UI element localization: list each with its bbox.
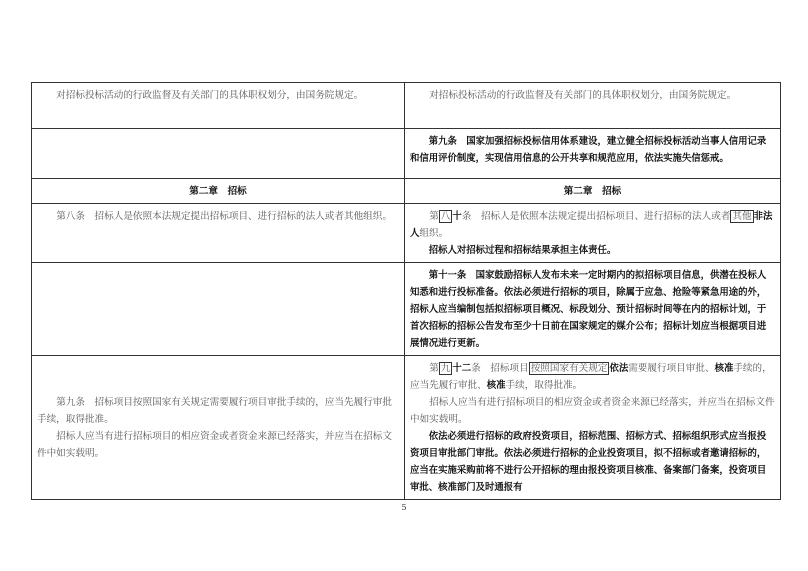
article-8-old: 第八条 招标人是依照本法规定提出招标项目、进行招标的法人或者其他组织。: [56, 211, 392, 222]
text-span: 手续的，应当先履行审批、: [410, 363, 772, 391]
article-11-new: 第十一条 国家鼓励招标人发布未来一定时期内的拟招标项目信息，供潜在投标人知悉和进行投标准备。依法必须进行招标的项目，除属于应急、抢险等紧急用途的外，招标人应当编制包括拟招标项目概况、标段划分、预计招标时间等在内的招标计划，于首次招标的招标公告发布至少十日前在国家规定的媒介公布；招标计划应当根据项目进展情况进行更新。: [410, 270, 767, 349]
added-text: 十: [452, 211, 462, 222]
comparison-table: [31, 82, 781, 500]
text-span: 需要履行项目审批、: [628, 363, 715, 374]
left-cell: [32, 204, 405, 263]
table-row: [32, 263, 781, 356]
chapter-heading-left: 第二章 招标: [32, 179, 405, 204]
text-span: 第: [429, 211, 439, 222]
deleted-text-box: 八: [440, 211, 451, 222]
page-number: 5: [401, 503, 407, 512]
text-span: 手续，取得批准。: [505, 380, 583, 391]
table-row: [32, 129, 781, 179]
added-paragraph: 招标人对招标过程和招标结果承担主体责任。: [428, 245, 617, 256]
left-cell-empty: [32, 263, 405, 356]
table-row: [32, 204, 781, 263]
right-cell: [405, 83, 781, 129]
article-10-new: [410, 208, 775, 242]
article-9-old-para2: 招标人应当有进行招标项目的相应资金或者资金来源已经落实，并应当在招标文件中如实载明。: [37, 431, 392, 459]
new-text-paragraph: 对招标投标活动的行政监督及有关部门的具体职权划分，由国务院规定。: [429, 90, 737, 101]
deleted-text-box: 其他: [732, 211, 752, 222]
text-span: 组织。: [419, 228, 449, 239]
right-cell: [405, 263, 781, 356]
left-cell-empty: [32, 129, 405, 179]
article-12-new: [410, 360, 775, 394]
added-text: 十二: [452, 363, 472, 374]
added-text: 核准: [486, 380, 506, 391]
article-9-new: 第九条 国家加强招标投标信用体系建设，建立健全招标投标活动当事人信用记录和信用评价制度，实现信用信息的公开共享和规范应用，依法实施失信惩戒。: [410, 136, 767, 164]
deleted-text-box: 九: [440, 363, 451, 374]
right-cell: [405, 356, 781, 500]
article-12-para2: 招标人应当有进行招标项目的相应资金或者资金来源已经落实，并应当在招标文件中如实载明。: [410, 397, 775, 425]
right-cell: [405, 129, 781, 179]
added-text: 依法: [609, 363, 629, 374]
right-cell: [405, 204, 781, 263]
text-span: 条 招标人是依照本法规定提出招标项目、进行招标的法人或者: [461, 211, 731, 222]
article-9-old: 第九条 招标项目按照国家有关规定需要履行项目审批手续的，应当先履行审批手续，取得批准。: [37, 397, 392, 425]
added-text: 非法人: [410, 211, 773, 239]
left-cell: [32, 83, 405, 129]
deleted-text-box: 按照国家有关规定: [530, 363, 608, 374]
chapter-heading-row: [32, 179, 781, 204]
left-cell: [32, 356, 405, 500]
text-span: 条 招标项目: [471, 363, 529, 374]
table-row: [32, 83, 781, 129]
old-text-paragraph: 对招标投标活动的行政监督及有关部门的具体职权划分，由国务院规定。: [56, 90, 364, 101]
added-text: 核准: [714, 363, 734, 374]
chapter-heading-right: 第二章 招标: [405, 179, 781, 204]
article-12-para3: 依法必须进行招标的政府投资项目，招标范围、招标方式、招标组织形式应当报投资项目审批部门审批。依法必须进行招标的企业投资项目，拟不招标或者邀请招标的，应当在实施采购前将不进行公开招标的理由报投资项目核准、备案部门备案，投资项目审批、核准部门及时通报有: [410, 431, 767, 493]
text-span: 第: [429, 363, 439, 374]
table-row: [32, 356, 781, 500]
